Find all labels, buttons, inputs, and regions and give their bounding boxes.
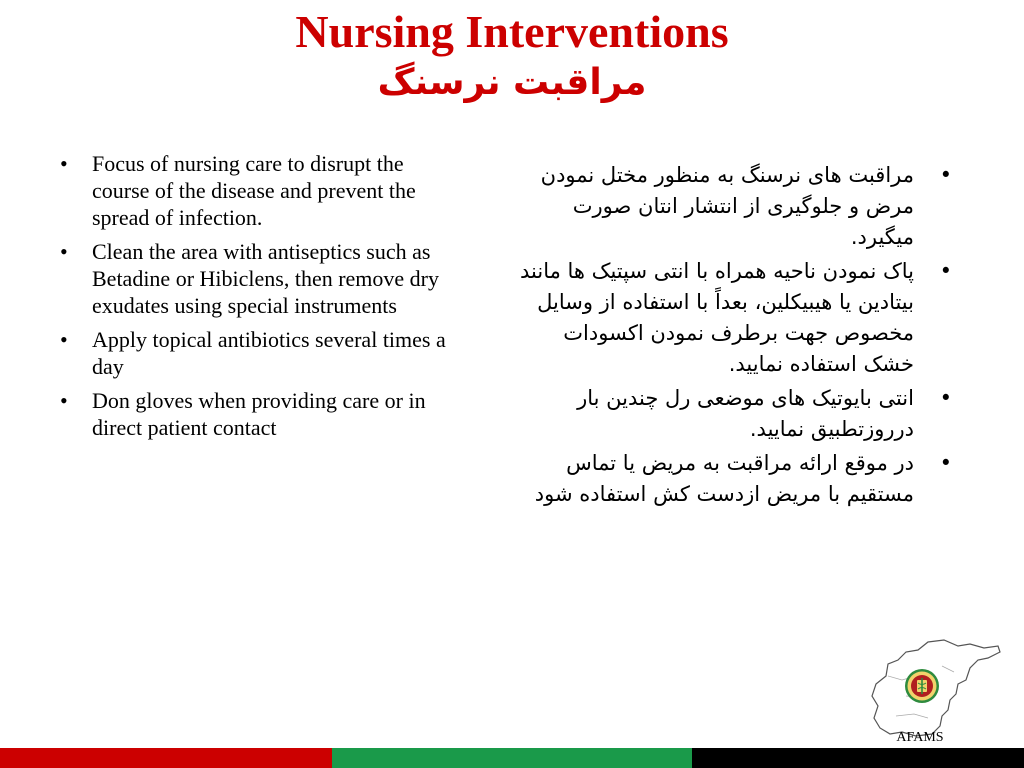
list-item-text: پاک نمودن ناحیه همراه با انتی سپتیک ها مانند بیتادین یا هیبیکلین، بعداً با استفاده از وسایل مخصوص جهت برطرف نمودن اکسودات خشک استفاده نمایید. — [520, 259, 914, 376]
list-item-text: Focus of nursing care to disrupt the course of the disease and prevent the spread of infection. — [92, 151, 416, 230]
flag-bar-red — [0, 748, 332, 768]
list-item — [56, 238, 464, 319]
bullet-icon: • — [939, 451, 952, 475]
bullet-icon: • — [60, 151, 68, 176]
slide-title: Nursing Interventions — [295, 6, 729, 57]
title-block — [0, 4, 1024, 106]
slide-title-persian: مراقبت نرسنگ — [377, 62, 647, 103]
afghanistan-map-emblem-icon — [866, 636, 1002, 742]
bullet-icon: • — [939, 386, 952, 410]
list-item — [520, 448, 960, 510]
list-item — [520, 383, 960, 445]
list-item-text: Apply topical antibiotics several times a day — [92, 327, 446, 379]
english-column — [56, 150, 464, 448]
list-item-text: مراقبت های نرسنگ به منظور مختل نمودن مرض و جلوگیری از انتشار انتان صورت میگیرد. — [540, 163, 914, 249]
list-item-text: در موقع ارائه مراقبت به مریض یا تماس مستقیم با مریض ازدست کش استفاده شود — [534, 451, 914, 506]
list-item-text: انتی بایوتیک های موضعی رل چندین بار درروزتطبیق نمایید. — [577, 386, 914, 441]
bullet-icon: • — [60, 388, 68, 413]
list-item — [520, 160, 960, 253]
list-item-text: Don gloves when providing care or in direct patient contact — [92, 388, 426, 440]
list-item — [56, 326, 464, 380]
list-item — [56, 387, 464, 441]
list-item — [520, 256, 960, 380]
bullet-icon: • — [939, 163, 952, 187]
footer-label: AFAMS — [896, 730, 944, 745]
bullet-icon: • — [60, 239, 68, 264]
bullet-icon: • — [939, 259, 952, 283]
persian-column — [520, 160, 960, 513]
flag-bar-black — [692, 748, 1024, 768]
flag-bar-green — [332, 748, 692, 768]
flag-color-bar — [0, 748, 1024, 768]
persian-bullet-list — [520, 160, 960, 510]
english-bullet-list — [56, 150, 464, 441]
bullet-icon: • — [60, 327, 68, 352]
list-item-text: Clean the area with antiseptics such as Betadine or Hibiclens, then remove dry exudates using special instruments — [92, 239, 440, 318]
list-item — [56, 150, 464, 231]
